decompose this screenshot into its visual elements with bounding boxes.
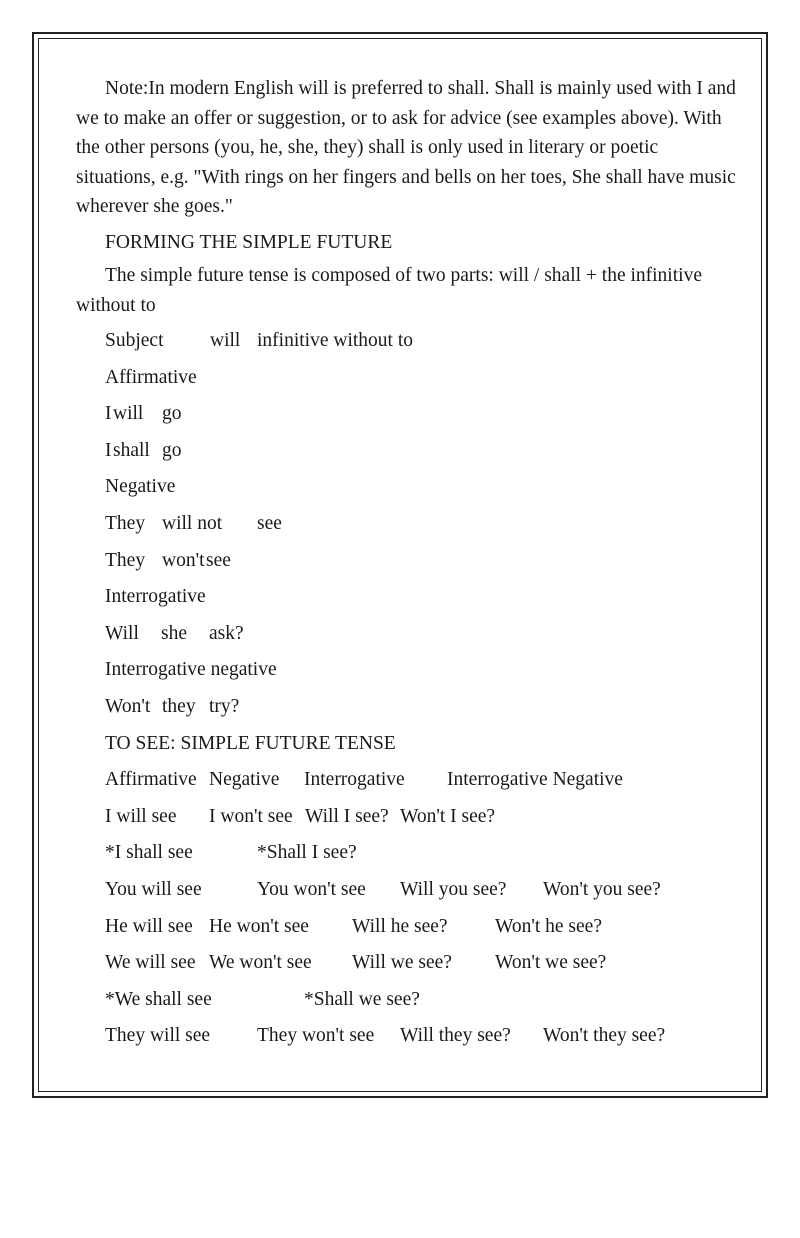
conjugation-row xyxy=(76,909,736,946)
col-interrogative-negative: Interrogative Negative xyxy=(447,769,623,791)
header-infinitive: infinitive without to xyxy=(257,330,413,352)
document-body xyxy=(76,74,736,1055)
negative-cell: You won't see xyxy=(257,879,366,900)
negative-cell: I won't see xyxy=(209,805,293,827)
affirmative-aux: shall xyxy=(113,439,150,461)
interrogative-negative-cell: Won't they see? xyxy=(543,1025,666,1047)
interrogative-cell: *Shall we see? xyxy=(304,988,420,1010)
affirmative-subject: I xyxy=(105,403,112,425)
header-subject: Subject xyxy=(105,330,164,352)
conjugation-row xyxy=(76,982,736,1019)
interrogative-negative-aux: Won't xyxy=(105,696,151,718)
negative-aux: will not xyxy=(162,513,223,535)
interrogative-cell: Will he see? xyxy=(352,915,448,937)
interrogative-negative-row xyxy=(76,689,736,726)
conjugation-row xyxy=(76,1018,736,1055)
negative-verb: see xyxy=(206,549,231,571)
affirmative-cell: We will see xyxy=(105,952,196,974)
heading-to-see: TO SEE: SIMPLE FUTURE TENSE xyxy=(105,732,396,754)
interrogative-negative-label: Interrogative negative xyxy=(105,659,277,681)
interrogative-cell: Will you see? xyxy=(400,879,507,900)
interrogative-cell: *Shall I see? xyxy=(257,842,357,864)
interrogative-negative-cell: Won't he see? xyxy=(495,915,602,937)
negative-row-wont xyxy=(76,543,736,580)
negative-cell: We won't see xyxy=(209,952,312,974)
affirmative-cell: *I shall see xyxy=(105,842,193,864)
negative-subject: They xyxy=(105,549,146,571)
conjugation-header-row xyxy=(76,762,736,799)
affirmative-aux: will xyxy=(113,403,144,425)
affirmative-verb: go xyxy=(162,439,182,461)
interrogative-negative-cell: Won't we see? xyxy=(495,952,607,974)
affirmative-cell: He will see xyxy=(105,915,193,937)
negative-aux: won't xyxy=(162,549,205,571)
conjugation-row xyxy=(76,872,736,909)
header-will: will xyxy=(210,330,241,352)
negative-label: Negative xyxy=(105,476,176,498)
interrogative-negative-verb: try? xyxy=(209,696,240,718)
intro-paragraph: The simple future tense is composed of two parts: will / shall + the infinitive without to xyxy=(76,265,702,316)
interrogative-negative-cell: Won't you see? xyxy=(543,879,661,900)
affirmative-label: Affirmative xyxy=(105,366,197,388)
affirmative-row-will xyxy=(76,396,736,433)
conjugation-row xyxy=(76,799,736,836)
interrogative-verb: ask? xyxy=(209,622,244,644)
interrogative-negative-subject: they xyxy=(162,696,196,718)
negative-subject: They xyxy=(105,513,146,535)
negative-cell: He won't see xyxy=(209,915,309,937)
interrogative-cell: Will I see? xyxy=(305,805,389,827)
interrogative-row xyxy=(76,616,736,653)
structure-header-row xyxy=(76,323,736,360)
negative-cell: They won't see xyxy=(257,1025,375,1047)
interrogative-negative-cell: Won't I see? xyxy=(400,805,496,827)
note-paragraph: Note:In modern English will is preferred to shall. Shall is mainly used with I and we to make an offer or suggestion, or to ask for advice (see examples above). With the other persons (you, he, she, they) shall is only used in literary or poetic situations, e.g. "With rings on her fingers and bells on her toes, She shall have music wherever she goes." xyxy=(76,78,736,217)
conjugation-row xyxy=(76,835,736,872)
affirmative-verb: go xyxy=(162,403,182,425)
interrogative-label: Interrogative xyxy=(105,586,206,608)
affirmative-row-shall xyxy=(76,433,736,470)
col-interrogative: Interrogative xyxy=(304,769,405,791)
negative-row-will-not xyxy=(76,506,736,543)
affirmative-cell: They will see xyxy=(105,1025,211,1047)
conjugation-row xyxy=(76,945,736,982)
interrogative-subject: she xyxy=(161,622,187,644)
negative-verb: see xyxy=(257,513,282,535)
affirmative-cell: *We shall see xyxy=(105,988,212,1010)
affirmative-cell: I will see xyxy=(105,805,177,827)
col-negative: Negative xyxy=(209,769,280,791)
col-affirmative: Affirmative xyxy=(105,769,197,791)
interrogative-cell: Will we see? xyxy=(352,952,452,974)
interrogative-aux: Will xyxy=(105,622,139,644)
interrogative-cell: Will they see? xyxy=(400,1025,511,1047)
heading-forming-simple-future: FORMING THE SIMPLE FUTURE xyxy=(105,231,393,253)
affirmative-subject: I xyxy=(105,439,112,461)
affirmative-cell: You will see xyxy=(105,879,202,900)
